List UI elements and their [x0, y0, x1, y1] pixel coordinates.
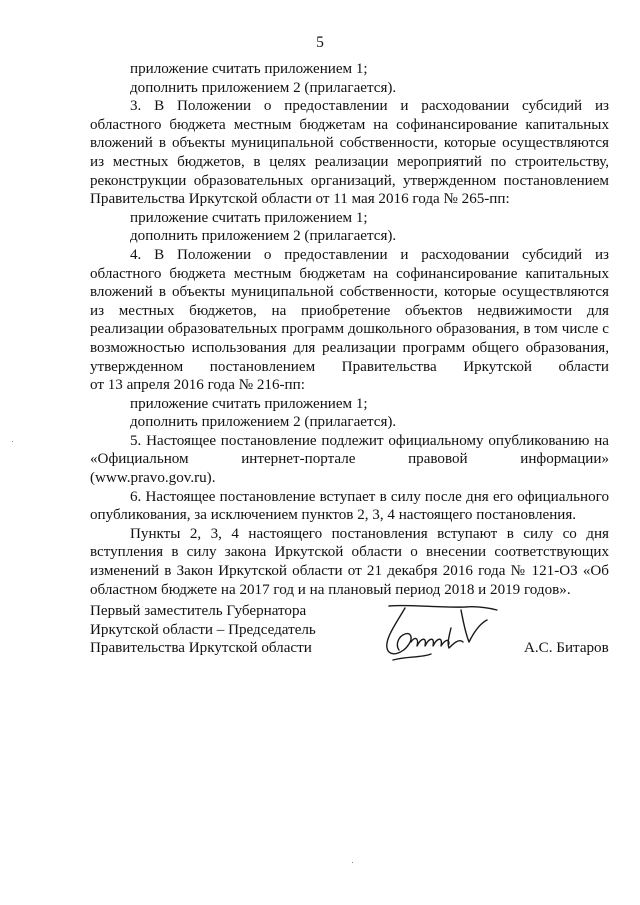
- paragraph: дополнить приложением 2 (прилагается).: [130, 79, 397, 96]
- paragraph: приложение считать приложением 1;: [130, 395, 368, 412]
- paragraph: 3. В Положении о предоставлении и расходовании субсидий из областного бюджета местным бюджетам на софинансирование капитальных вложений в объекты муниципальной собственности, которые осуществляются из местных бюджетов, в целях реализации мероприятий по строительству, реконструкции образовательных организаций, утвержденном постановлением Правительства Иркутской области от 11 мая 2016 года № 265-пп:: [90, 98, 609, 208]
- signatory-title-line-2: Иркутской области – Председатель: [90, 621, 316, 638]
- signatory-title-line-3: Правительства Иркутской области: [90, 640, 312, 657]
- handwritten-signature: [377, 598, 502, 670]
- paragraph: дополнить приложением 2 (прилагается).: [130, 414, 397, 431]
- paragraph: (www.pravo.gov.ru).: [90, 470, 216, 487]
- paragraph: приложение считать приложением 1;: [130, 209, 368, 226]
- page-number: 5: [316, 34, 324, 51]
- scan-speck: [352, 862, 353, 863]
- paragraph: Пункты 2, 3, 4 настоящего постановления вступают в силу со дня вступления в силу закона Иркутской области о внесении соответствующих изменений в Закон Иркутской области от 21 декабря 2016 года № 121-ОЗ «Об областном бюджете на 2017 год и на плановый период 2018 и 2019 годов».: [90, 525, 609, 598]
- signatory-name: А.С. Битаров: [524, 640, 609, 656]
- document-body: [90, 60, 609, 599]
- signature-block: [90, 602, 316, 658]
- signatory-title-line-1: Первый заместитель Губернатора: [90, 603, 307, 619]
- paragraph: 5. Настоящее постановление подлежит официальному опубликованию на «Официальном интернет-портале правовой информации»: [90, 432, 609, 468]
- paragraph: 4. В Положении о предоставлении и расходовании субсидий из областного бюджета местным бюджетам на софинансирование капитальных вложений в объекты муниципальной собственности, которые осуществляются из местных бюджетов, на приобретение объектов недвижимости для реализации образовательных программ дошкольного образования, в том числе с возможностью использования для реализации программ общего образования, утвержденном постановлением Правительства Иркутской области: [90, 246, 609, 375]
- paragraph: 6. Настоящее постановление вступает в силу после дня его официального опубликования, за исключением пунктов 2, 3, 4 настоящего постановления.: [90, 488, 609, 524]
- scan-speck: [12, 441, 13, 442]
- paragraph: приложение считать приложением 1;: [130, 61, 368, 77]
- paragraph: от 13 апреля 2016 года № 216-пп:: [90, 377, 305, 394]
- paragraph: дополнить приложением 2 (прилагается).: [130, 228, 397, 245]
